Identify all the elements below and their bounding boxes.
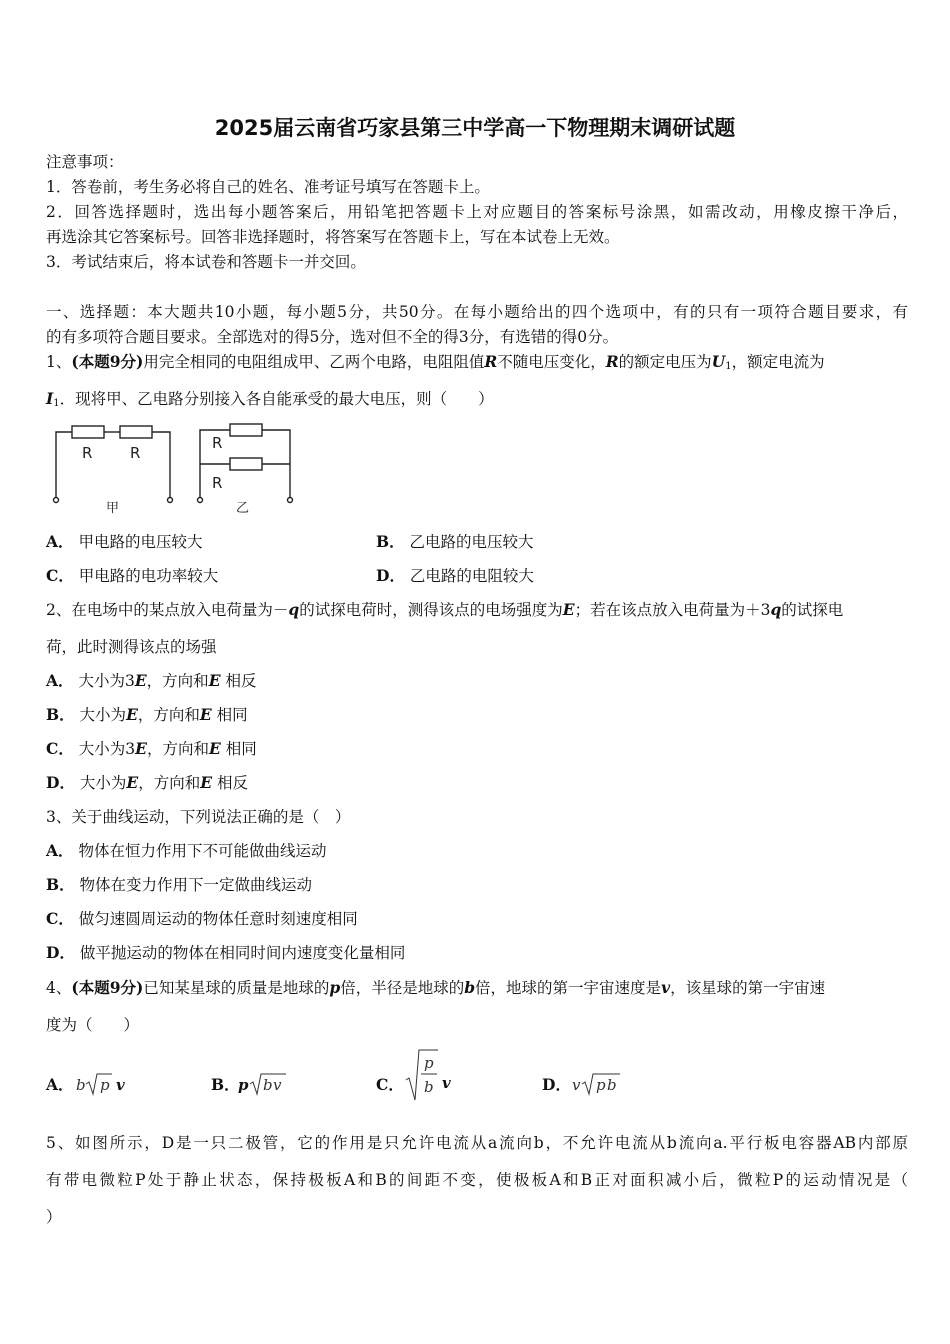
question-2-stem: 2、在电场中的某点放入电荷量为－q的试探电荷时，测得该点的电场强度为E；若在该点放入电荷量为＋3q的试探电 bbox=[46, 600, 844, 619]
q4-option-d-formula[interactable] bbox=[570, 1066, 630, 1100]
question-1-stem-cont: $I_1$．现将甲、乙电路分别接入各自能承受的最大电压，则（ ） bbox=[46, 389, 494, 409]
q4-option-a-label[interactable]: A． bbox=[46, 1075, 74, 1094]
q1-option-a[interactable]: A． 甲电路的电压较大 bbox=[46, 532, 203, 551]
jia-resistor-2 bbox=[120, 426, 152, 438]
yi-resistor-2 bbox=[230, 458, 262, 470]
q3-option-a[interactable]: A． 物体在恒力作用下不可能做曲线运动 bbox=[46, 841, 327, 860]
q4-option-b-formula[interactable] bbox=[236, 1066, 296, 1100]
q3-option-b[interactable]: B． 物体在变力作用下一定做曲线运动 bbox=[46, 875, 313, 894]
question-5-stem-cont: 有带电微粒P处于静止状态，保持极板A和B的间距不变，使极板A和B正对面积减小后，微粒P的运动情况是（ bbox=[46, 1171, 908, 1189]
q2-option-d[interactable]: D． 大小为E，方向和E 相反 bbox=[46, 773, 249, 792]
svg-text:b: b bbox=[424, 1078, 434, 1096]
q4-option-b-label[interactable]: B． bbox=[211, 1075, 240, 1094]
jia-label-r2: R bbox=[130, 444, 141, 462]
yi-label-r2: R bbox=[212, 474, 223, 492]
yi-terminal-right bbox=[288, 498, 293, 503]
svg-text:b: b bbox=[76, 1076, 86, 1094]
notice-item-1: 1．答卷前，考生务必将自己的姓名、准考证号填写在答题卡上。 bbox=[46, 178, 490, 196]
q2-option-a[interactable]: A． 大小为3E，方向和E 相反 bbox=[46, 671, 257, 690]
jia-left-wire bbox=[56, 432, 72, 498]
q3-option-c[interactable]: C． 做匀速圆周运动的物体任意时刻速度相同 bbox=[46, 909, 358, 928]
question-3-stem: 3、关于曲线运动，下列说法正确的是（ ） bbox=[46, 808, 351, 826]
svg-text:b: b bbox=[607, 1076, 617, 1094]
jia-terminal-right bbox=[168, 498, 173, 503]
yi-resistor-1 bbox=[230, 424, 262, 436]
notice-item-3: 3．考试结束后，将本试卷和答题卡一并交回。 bbox=[46, 253, 366, 271]
question-4-stem-cont: 度为（ ） bbox=[46, 1016, 140, 1034]
svg-text:p: p bbox=[238, 1076, 249, 1094]
svg-text:v: v bbox=[442, 1074, 451, 1092]
jia-label: 甲 bbox=[106, 501, 120, 515]
jia-terminal-left bbox=[54, 498, 59, 503]
q4-option-d-label[interactable]: D． bbox=[542, 1075, 571, 1094]
q1-option-d[interactable]: D． 乙电路的电阻较大 bbox=[376, 566, 534, 585]
q4-option-c-label[interactable]: C． bbox=[376, 1075, 404, 1094]
q4-option-a-formula[interactable] bbox=[74, 1066, 134, 1100]
q1-option-c[interactable]: C． 甲电路的电功率较大 bbox=[46, 566, 219, 585]
yi-terminal-left bbox=[198, 498, 203, 503]
notice-item-2-cont: 再选涂其它答案标号。回答非选择题时，将答案写在答题卡上，写在本试卷上无效。 bbox=[46, 228, 620, 246]
yi-label: 乙 bbox=[236, 501, 250, 515]
q4-option-c-formula[interactable] bbox=[402, 1046, 462, 1104]
page-title: 2025届云南省巧家县第三中学高一下物理期末调研试题 bbox=[214, 116, 736, 140]
svg-text:p: p bbox=[100, 1076, 110, 1094]
question-5-stem: 5、如图所示，D是一只二极管，它的作用是只允许电流从a流向b，不允许电流从b流向a.平行板电容器AB内部原 bbox=[46, 1134, 908, 1152]
q3-option-d[interactable]: D． 做平抛运动的物体在相同时间内速度变化量相同 bbox=[46, 943, 406, 962]
section-intro-line2: 的有多项符合题目要求。全部选对的得5分，选对但不全的得3分，有选错的得0分。 bbox=[46, 328, 619, 346]
question-4-stem: 4、(本题9分)已知某星球的质量是地球的p倍，半径是地球的b倍，地球的第一宇宙速度是v，该星球的第一宇宙速 bbox=[46, 978, 826, 997]
yi-label-r1: R bbox=[212, 434, 223, 452]
svg-text:p: p bbox=[596, 1076, 606, 1094]
jia-right-wire bbox=[152, 432, 170, 498]
question-2-stem-cont: 荷，此时测得该点的场强 bbox=[46, 638, 217, 656]
svg-text:v: v bbox=[116, 1076, 125, 1094]
circuit-diagram bbox=[44, 420, 304, 515]
svg-text:v: v bbox=[273, 1076, 282, 1094]
svg-text:v: v bbox=[572, 1076, 581, 1094]
notice-heading: 注意事项： bbox=[46, 153, 124, 171]
q2-option-c[interactable]: C． 大小为3E，方向和E 相同 bbox=[46, 739, 257, 758]
svg-text:p: p bbox=[424, 1054, 434, 1072]
question-5-stem-end: ） bbox=[46, 1208, 62, 1226]
jia-label-r1: R bbox=[82, 444, 93, 462]
notice-item-2: 2．回答选择题时，选出每小题答案后，用铅笔把答题卡上对应题目的答案标号涂黑，如需改动，用橡皮擦干净后， bbox=[46, 203, 908, 221]
question-1-stem: 1、(本题9分)用完全相同的电阻组成甲、乙两个电路，电阻阻值R不随电压变化，R的额定电压为$U_1$，额定电流为 bbox=[46, 352, 825, 372]
section-intro-line1: 一、选择题：本大题共10小题，每小题5分，共50分。在每小题给出的四个选项中，有的只有一项符合题目要求，有 bbox=[46, 303, 908, 321]
q1-option-b[interactable]: B． 乙电路的电压较大 bbox=[376, 532, 534, 551]
jia-resistor-1 bbox=[72, 426, 104, 438]
svg-text:b: b bbox=[263, 1076, 273, 1094]
q2-option-b[interactable]: B． 大小为E，方向和E 相同 bbox=[46, 705, 248, 724]
